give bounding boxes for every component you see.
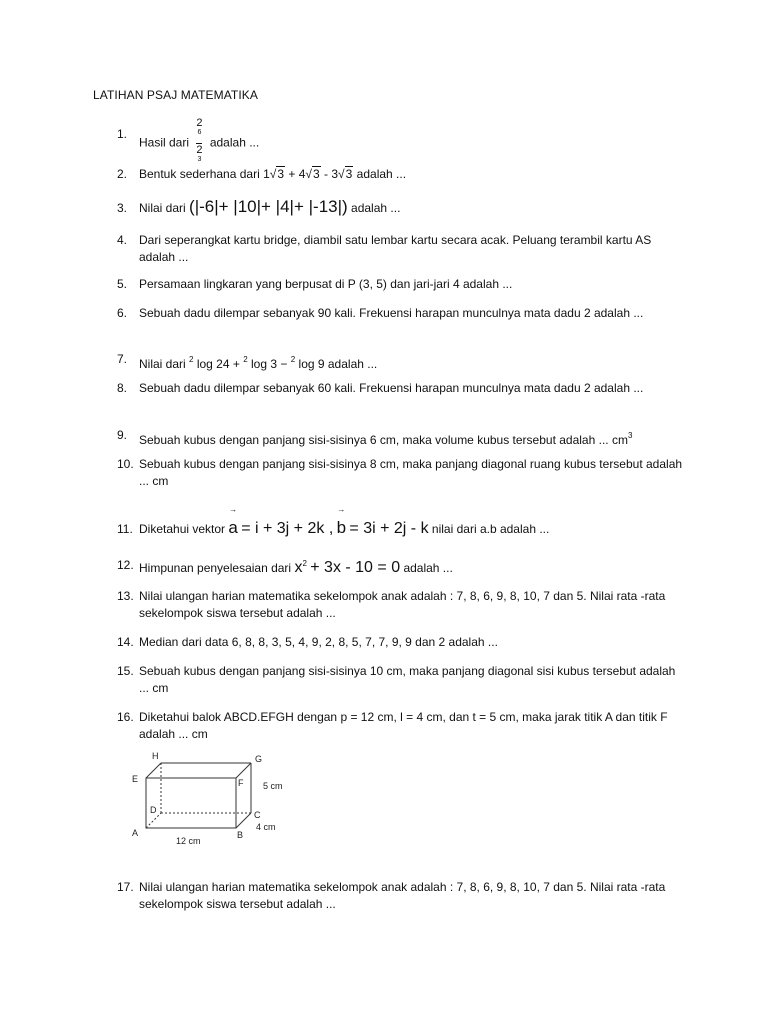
question-text: Diketahui balok ABCD.EFGH dengan p = 12 cm, l = 4 cm, dan t = 5 cm, maka jarak titik A dan titik F adalah ... cm xyxy=(139,710,668,741)
question-number: 5. xyxy=(117,277,128,291)
question-13 xyxy=(117,588,687,622)
question-number: 15. xyxy=(117,664,134,678)
question-text: Sebuah kubus dengan panjang sisi-sisinya 10 cm, maka panjang diagonal sisi kubus tersebut adalah ... cm xyxy=(139,664,676,695)
question-number: 9. xyxy=(117,428,128,442)
document-title: LATIHAN PSAJ MATEMATIKA xyxy=(93,88,258,102)
question-number: 12. xyxy=(117,558,134,572)
question-number: 10. xyxy=(117,457,134,471)
cuboid-figure xyxy=(126,748,301,853)
fraction: 2 $^6$ 2 $^3$ xyxy=(196,117,203,163)
question-number: 3. xyxy=(117,201,128,215)
question-number: 8. xyxy=(117,381,128,395)
question-number: 1. xyxy=(117,127,128,141)
vertex-label-f: F xyxy=(238,778,244,788)
vertex-label-g: G xyxy=(255,754,263,764)
question-text: Sebuah dadu dilempar sebanyak 90 kali. Frekuensi harapan munculnya mata dadu 2 adalah ... xyxy=(139,306,644,320)
vertex-label-b: B xyxy=(237,830,244,840)
vertex-label-a: A xyxy=(132,828,139,838)
question-number: 7. xyxy=(117,352,128,366)
question-text: adalah ... xyxy=(209,135,260,150)
question-number: 4. xyxy=(117,233,128,247)
question-10 xyxy=(117,456,687,490)
question-number: 6. xyxy=(117,306,128,320)
question-9: 9. Sebuah kubus dengan panjang sisi-sisinya 6 cm, maka volume kubus tersebut adalah ... $cm^3$ xyxy=(117,428,633,447)
width-label: 4 cm xyxy=(256,822,276,832)
question-4 xyxy=(117,232,687,266)
vertex-label-h: H xyxy=(152,751,159,761)
question-number: 11. xyxy=(117,522,133,536)
question-11: 11. Diketahui vektor → a = i + 3j + 2k , → b = 3i + 2j - k nilai dari a.b adalah ... xyxy=(117,505,550,537)
question-8 xyxy=(117,380,687,397)
question-text: Sebuah kubus dengan panjang sisi-sisinya 8 cm, maka panjang diagonal ruang kubus tersebut adalah ... cm xyxy=(139,457,683,488)
vertex-label-c: C xyxy=(254,810,261,820)
vector-b: → b xyxy=(336,505,347,537)
question-text: Persamaan lingkaran yang berpusat di P (3, 5) dan jari-jari 4 adalah ... xyxy=(139,277,513,291)
absolute-value-expression: (|-6|+ |10|+ |4|+ |-13|) xyxy=(189,197,348,216)
question-12: 12. Himpunan penyelesaian dari $x^2 + 3x - 10 = 0$ adalah ... xyxy=(117,558,453,576)
question-6 xyxy=(117,305,687,322)
question-number: 16. xyxy=(117,710,134,724)
question-2: 2. Bentuk sederhana dari 1√3 + 4√3 - 3√3 adalah ... xyxy=(117,167,407,181)
question-1 xyxy=(117,118,687,168)
vertex-label-e: E xyxy=(132,774,139,784)
question-number: 2. xyxy=(117,167,128,181)
question-text: Hasil dari xyxy=(139,135,190,150)
question-text: Sebuah dadu dilempar sebanyak 60 kali. Frekuensi harapan munculnya mata dadu 2 adalah ... xyxy=(139,381,644,395)
question-5 xyxy=(117,276,687,293)
vector-a: → a xyxy=(228,505,238,537)
question-number: 13. xyxy=(117,589,134,603)
question-16 xyxy=(117,709,687,743)
length-label: 12 cm xyxy=(176,836,201,846)
vertex-label-d: D xyxy=(150,805,157,815)
question-number: 14. xyxy=(117,635,134,649)
question-14 xyxy=(117,634,687,651)
question-text: Dari seperangkat kartu bridge, diambil satu lembar kartu secara acak. Peluang terambil kartu AS adalah ... xyxy=(139,233,652,264)
question-15 xyxy=(117,663,687,697)
question-17 xyxy=(117,879,687,913)
question-number: 17. xyxy=(117,880,134,894)
height-label: 5 cm xyxy=(263,781,283,791)
question-text: Nilai ulangan harian matematika sekelompok anak adalah : 7, 8, 6, 9, 8, 10, 7 dan 5. Nilai rata -rata sekelompok siswa tersebut adalah ... xyxy=(139,880,666,911)
question-7: 7. Nilai dari $^2$ log 24 + $^2$ log 3 − $^2$ log 9 adalah ... xyxy=(117,352,378,371)
question-text: Median dari data 6, 8, 8, 3, 5, 4, 9, 2, 8, 5, 7, 7, 9, 9 dan 2 adalah ... xyxy=(139,635,498,649)
question-text: Sebuah kubus dengan panjang sisi-sisinya 6 cm, maka volume kubus tersebut adalah ... cm xyxy=(139,433,628,447)
question-text: Nilai ulangan harian matematika sekelompok anak adalah : 7, 8, 6, 9, 8, 10, 7 dan 5. Nilai rata -rata sekelompok siswa tersebut adalah ... xyxy=(139,589,666,620)
question-3: 3. Nilai dari (|-6|+ |10|+ |4|+ |-13|) adalah ... xyxy=(117,197,401,216)
